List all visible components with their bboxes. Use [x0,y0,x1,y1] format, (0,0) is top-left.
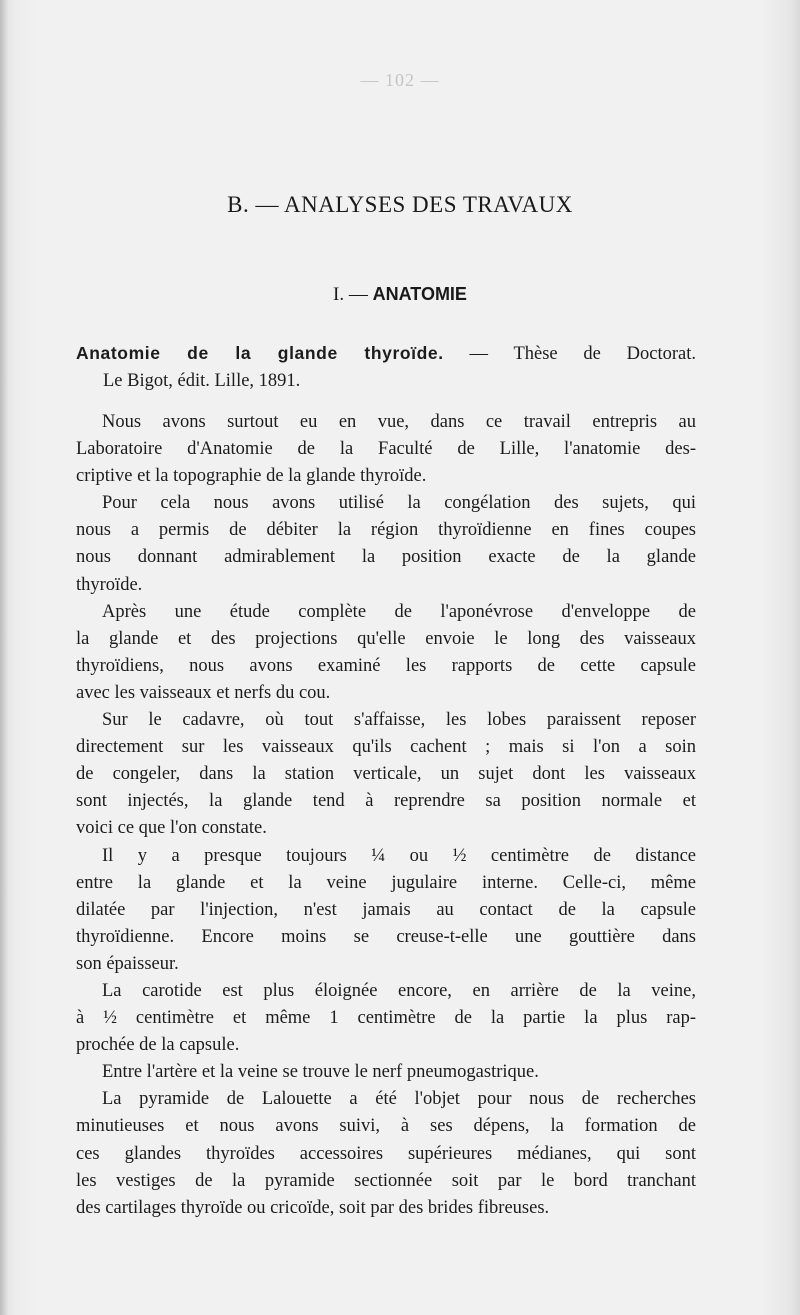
section-title: B. — ANALYSES DES TRAVAUX [227,192,573,217]
text-line: La carotide est plus éloignée encore, en arrière de la veine, [102,980,696,1001]
paragraph [76,1059,696,1086]
text-line: dilatée par l'injection, n'est jamais au contact de la capsule [76,899,696,920]
text-line: avec les vaisseaux et nerfs du cou. [76,682,331,703]
paragraph [76,490,696,598]
text-line: Sur le cadavre, où tout s'affaisse, les lobes paraissent reposer [102,710,696,731]
subsection-number: I. — [333,284,368,305]
text-line: la glande et des projections qu'elle envoie le long des vaisseaux [76,628,696,649]
text-line: les vestiges de la pyramide sectionnée soit par le bord tranchant [76,1170,696,1191]
body-text [76,409,696,1222]
text-line: sont injectés, la glande tend à reprendre sa position normale et [76,791,696,812]
work-publisher: Le Bigot, édit. Lille, 1891. [103,371,301,391]
text-line: minutieuses et nous avons suivi, à ses dépens, la formation de [76,1116,696,1137]
text-line: ces glandes thyroïdes accessoires supérieures médianes, qui sont [76,1143,696,1164]
work-title: Anatomie de la glande thyroïde. [76,343,444,363]
text-line: Nous avons surtout eu en vue, dans ce travail entrepris au [102,412,696,432]
work-heading-line [76,340,696,368]
text-line: Entre l'artère et la veine se trouve le nerf pneumogastrique. [102,1062,539,1083]
text-line: son épaisseur. [76,953,179,974]
work-type: — Thèse de Doctorat. [469,344,696,364]
paragraph [76,409,696,490]
text-line: thyroïdiens, nous avons examiné les rapports de cette capsule [76,655,696,676]
text-line: Il y a presque toujours ¼ ou ½ centimètre de distance [102,845,696,866]
work-reference [76,340,696,395]
paragraph [76,978,696,1059]
text-line: thyroïde. [76,574,143,595]
text-line: nous a permis de débiter la région thyroïdienne en fines coupes [76,520,696,541]
text-line: de congeler, dans la station verticale, un sujet dont les vaisseaux [76,764,696,785]
paragraph [76,707,696,842]
text-line: La pyramide de Lalouette a été l'objet pour nous de recherches [102,1089,696,1110]
text-line: voici ce que l'on constate. [76,818,267,839]
text-line: Pour cela nous avons utilisé la congélation des sujets, qui [102,493,696,514]
text-line: prochée de la capsule. [76,1035,240,1056]
subsection-title [0,284,780,306]
paragraph [76,599,696,707]
text-line: criptive et la topographie de la glande thyroïde. [76,466,427,487]
text-line: Laboratoire d'Anatomie de la Faculté de Lille, l'anatomie des- [76,439,696,460]
text-line: des cartilages thyroïde ou cricoïde, soit par des brides fibreuses. [76,1197,550,1218]
page-number: — 102 — [360,70,440,90]
text-line: thyroïdienne. Encore moins se creuse-t-elle une gouttière dans [76,926,696,947]
text-line: entre la glande et la veine jugulaire interne. Celle-ci, même [76,872,696,893]
text-line: Après une étude complète de l'aponévrose d'enveloppe de [102,601,696,622]
subsection-heading: ANATOMIE [372,284,467,304]
text-line: directement sur les vaisseaux qu'ils cachent ; mais si l'on a soin [76,737,696,758]
text-line: nous donnant admirablement la position exacte de la glande [76,547,696,568]
paragraph [76,843,696,978]
paragraph [76,1086,696,1221]
text-line: à ½ centimètre et même 1 centimètre de la partie la plus rap- [76,1008,696,1029]
